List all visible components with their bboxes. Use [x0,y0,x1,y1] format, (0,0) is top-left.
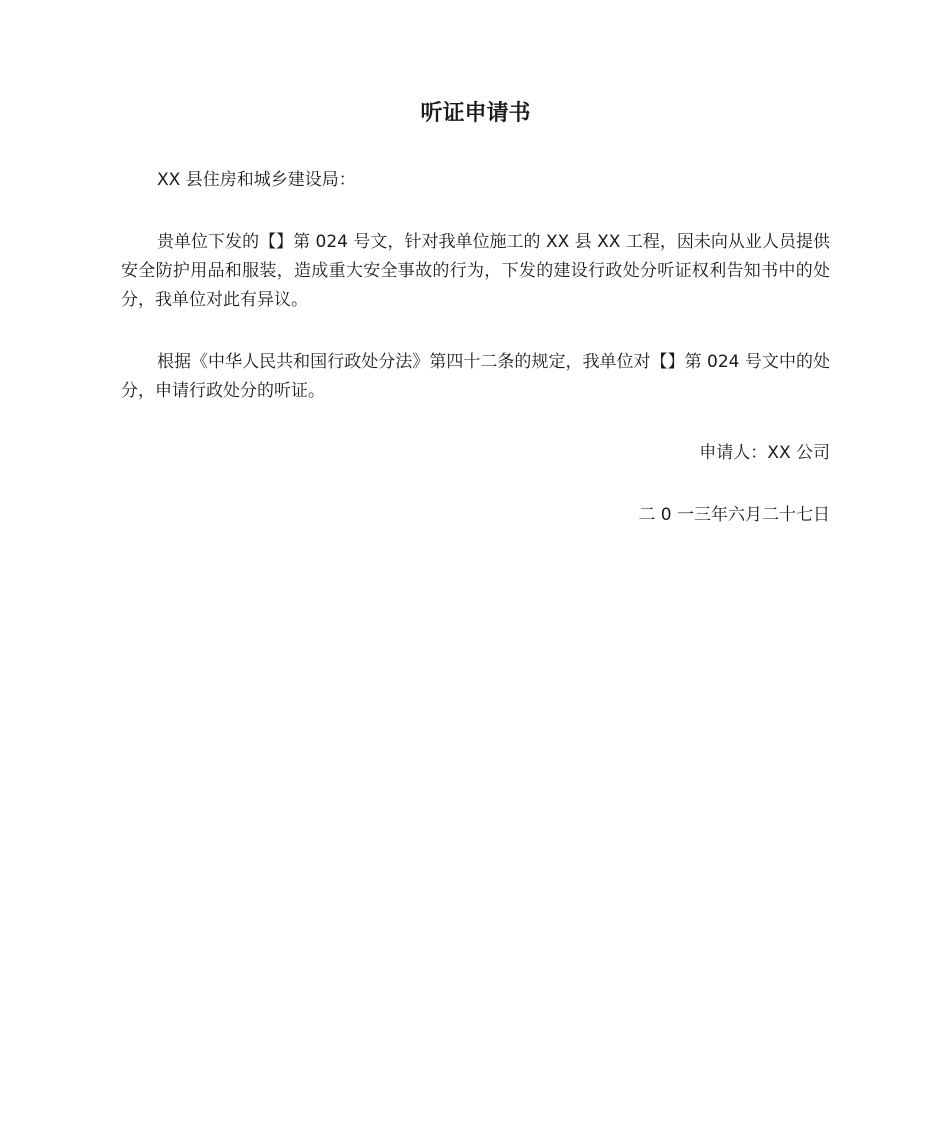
body-paragraph-objection: 贵单位下发的【】第 024 号文，针对我单位施工的 XX 县 XX 工程，因未向从业人员提供安全防护用品和服装，造成重大安全事故的行为，下发的建设行政处分听证权利告知书中的处分，我单位对此有异议。 [121,232,830,310]
body-paragraph-request: 根据《中华人民共和国行政处分法》第四十二条的规定，我单位对【】第 024 号文中的处分，申请行政处分的听证。 [121,352,830,401]
document-title: 听证申请书 [420,101,531,126]
salutation: XX 县住房和城乡建设局： [157,170,356,190]
applicant-signature: 申请人：XX 公司 [699,443,830,463]
application-date: 二 0 一三年六月二十七日 [638,505,830,525]
